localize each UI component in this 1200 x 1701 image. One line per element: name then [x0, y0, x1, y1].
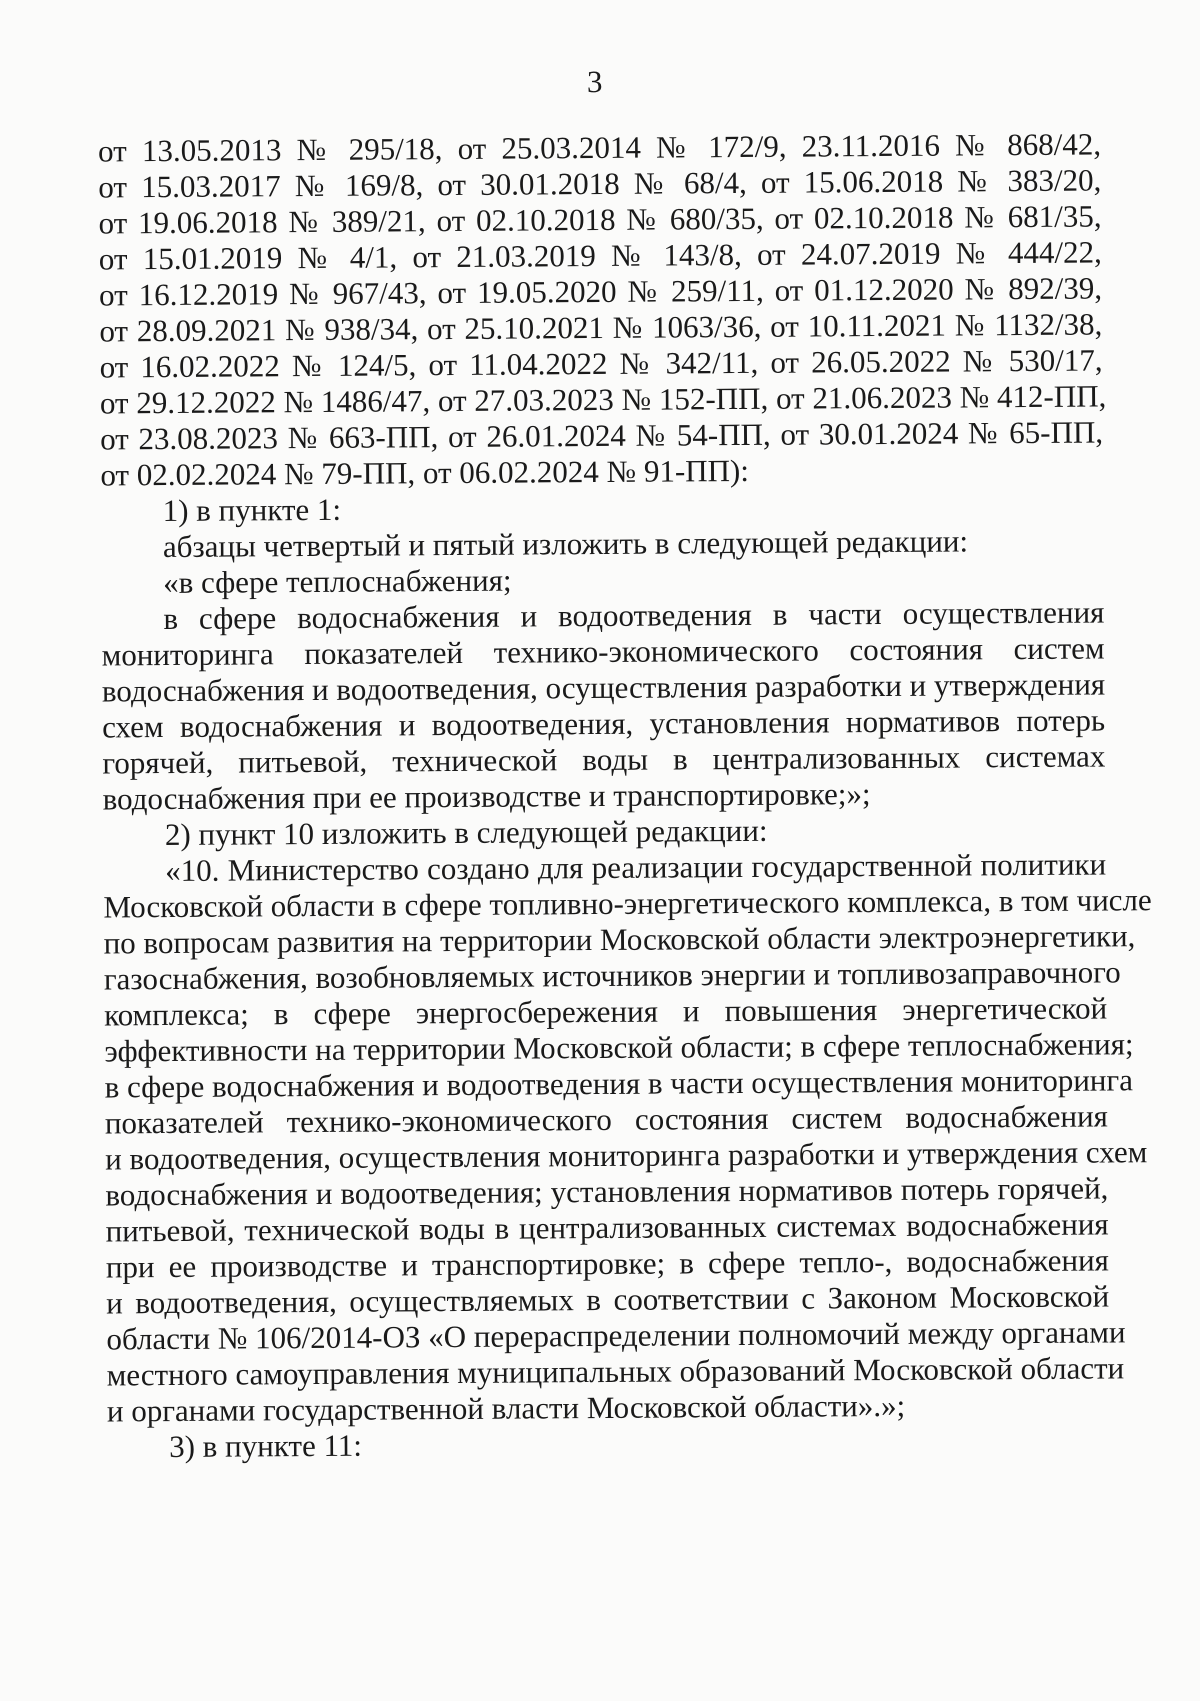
text-line: по вопросам развития на территории Московской области электроэнергетики, — [103, 918, 1136, 961]
text-line: от 15.01.2019 № 4/1, от 21.03.2019 № 143/8, от 24.07.2019 № 444/22, — [98, 234, 1102, 277]
page-number: 3 — [586, 63, 603, 100]
text-line: от 15.03.2017 № 169/8, от 30.01.2018 № 68/4, от 15.06.2018 № 383/20, — [98, 162, 1102, 205]
text-line: газоснабжения, возобновляемых источников энергии и топливозаправочного — [103, 954, 1121, 997]
text-line: водоснабжения и водоотведения, осуществления разработки и утверждения — [101, 666, 1106, 709]
text-line: от 29.12.2022 № 1486/47, от 27.03.2023 № 152-ПП, от 21.06.2023 № 412-ПП, — [99, 378, 1107, 421]
text-line: комплекса; в сфере энергосбережения и повышения энергетической — [104, 990, 1108, 1033]
text-line: водоснабжения и водоотведения; установления нормативов потерь горячей, — [105, 1170, 1109, 1213]
text-line: в сфере водоснабжения и водоотведения в части осуществления мониторинга — [104, 1062, 1134, 1105]
text-line: от 23.08.2023 № 663-ПП, от 26.01.2024 № 54-ПП, от 30.01.2024 № 65-ПП, — [99, 414, 1104, 457]
text-line: от 16.02.2022 № 124/5, от 11.04.2022 № 342/11, от 26.05.2022 № 530/17, — [99, 342, 1103, 385]
text-line: местного самоуправления муниципальных образований Московской области — [106, 1350, 1125, 1393]
text-line: мониторинга показателей технико-экономического состояния систем — [101, 630, 1105, 673]
text-line: схем водоснабжения и водоотведения, установления нормативов потерь — [102, 702, 1106, 745]
text-line: от 28.09.2021 № 938/34, от 25.10.2021 № 1063/36, от 10.11.2021 № 1132/38, — [99, 306, 1103, 349]
text-line: и водоотведения, осуществления мониторинга разработки и утверждения схем — [105, 1134, 1148, 1177]
text-line: и органами государственной власти Московской области».»; — [106, 1387, 906, 1429]
text-line: питьевой, технической воды в централизованных системах водоснабжения — [105, 1206, 1109, 1249]
text-line: горячей, питьевой, технической воды в централизованных системах — [102, 738, 1106, 781]
text-line: эффективности на территории Московской области; в сфере теплоснабжения; — [104, 1026, 1134, 1069]
text-line: показателей технико-экономического состояния систем водоснабжения — [104, 1098, 1108, 1141]
text-line: и водоотведения, осуществляемых в соответствии с Законом Московской — [106, 1278, 1110, 1321]
text-line: Московской области в сфере топливно-энергетического комплекса, в том числе — [103, 882, 1152, 925]
text-line: «10. Министерство создано для реализации государственной политики — [165, 846, 1107, 889]
text-line: области № 106/2014-ОЗ «О перераспределении полномочий между органами — [106, 1314, 1126, 1357]
text-line: водоснабжения при ее производстве и транспортировке;»; — [102, 776, 871, 817]
text-line: от 19.06.2018 № 389/21, от 02.10.2018 № 680/35, от 02.10.2018 № 681/35, — [98, 198, 1102, 241]
text-line: от 13.05.2013 № 295/18, от 25.03.2014 № 172/9, 23.11.2016 № 868/42, — [97, 126, 1102, 169]
text-line: при ее производстве и транспортировке; в сфере тепло-, водоснабжения — [105, 1242, 1109, 1285]
text-line: «в сфере теплоснабжения; — [163, 562, 512, 601]
text-line: в сфере водоснабжения и водоотведения в части осуществления — [163, 594, 1105, 637]
list-item-heading: 3) в пункте 11: — [169, 1427, 363, 1465]
list-item-heading: 2) пункт 10 изложить в следующей редакции: — [164, 812, 768, 853]
text-line: от 16.12.2019 № 967/43, от 19.05.2020 № 259/11, от 01.12.2020 № 892/39, — [98, 270, 1103, 313]
list-item-heading: 1) в пункте 1: — [162, 491, 342, 529]
text-line: абзацы четвертый и пятый изложить в следующей редакции: — [162, 523, 969, 565]
text-line: от 02.02.2024 № 79-ПП, от 06.02.2024 № 91-ПП): — [100, 452, 750, 493]
